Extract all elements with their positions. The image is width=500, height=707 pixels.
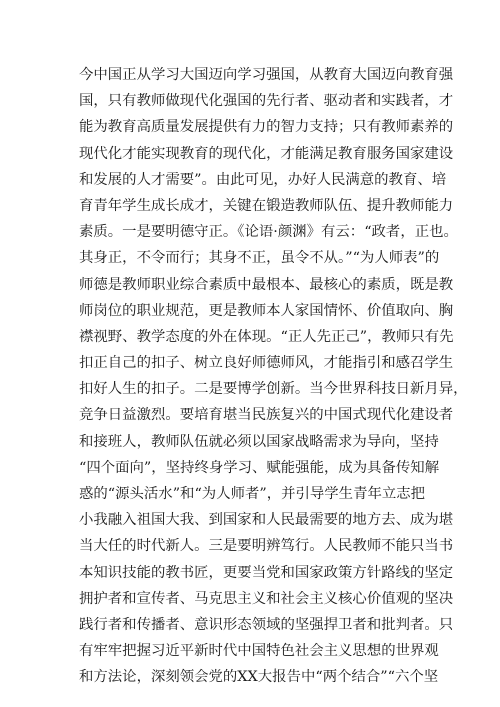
- text-line: 有牢牢把握习近平新时代中国特色社会主义思想的世界观: [79, 643, 439, 660]
- text-line: 践行者和传播者、意识形态领域的坚强捍卫者和批判者。只: [79, 616, 454, 633]
- text-line: 能为教育高质量发展提供有力的智力支持；只有教师素养的: [79, 119, 454, 136]
- text-line: 襟视野、教学态度的外在体现。“正人先正己”，教师只有先: [79, 328, 454, 345]
- text-line: 扣好人生的扣子。二是要博学创新。当今世界科技日新月异，: [79, 381, 468, 398]
- text-line: 惑的“源头活水”和“为人师者”，并引导学生青年立志把: [79, 486, 426, 502]
- text-line: 国，只有教师做现代化强国的先行者、驱动者和实践者，才: [79, 93, 454, 110]
- text-line: 和接班人，教师队伍就必须以国家战略需求为导向，坚持: [79, 433, 439, 450]
- text-line: 扣正自己的扣子、树立良好师德师风，才能指引和感召学生: [79, 355, 454, 372]
- text-line: 拥护者和宣传者、马克思主义和社会主义核心价值观的坚决: [79, 590, 454, 607]
- text-line: “四个面向”，坚持终身学习、赋能强能，成为具备传知解: [79, 459, 440, 476]
- text-line: 今中国正从学习大国迈向学习强国，从教育大国迈向教育强: [79, 67, 454, 83]
- text-line: 小我融入祖国大我、到国家和人民最需要的地方去、成为堪: [79, 512, 454, 529]
- text-line: 竞争日益激烈。要培育堪当民族复兴的中国式现代化建设者: [79, 407, 454, 424]
- text-line: 和发展的人才需要”。由此可见，办好人民满意的教育、培: [79, 171, 447, 188]
- text-line: 育青年学生成长成才，关键在锻造教师队伍、提升教师能力: [79, 197, 454, 214]
- text-line: 其身正，不令而行；其身不正，虽令不从。”“为人师表”的: [79, 250, 440, 267]
- text-line: 师德是教师职业综合素质中最根本、最核心的素质，既是教: [79, 276, 454, 293]
- text-line: 师岗位的职业规范，更是教师本人家国情怀、价值取向、胸: [79, 302, 454, 319]
- text-line: 素质。一是要明德守正。《论语·颜渊》有云：“政者，正也。: [79, 224, 458, 241]
- text-line: 本知识技能的教书匠，更要当党和国家政策方针路线的坚定: [79, 564, 454, 581]
- text-line: 当大任的时代新人。三是要明辨笃行。人民教师不能只当书: [79, 538, 454, 555]
- text-line: 现代化才能实现教育的现代化，才能满足教育服务国家建设: [79, 145, 454, 162]
- text-line: 和方法论，深刻领会党的XX大报告中“两个结合”“六个坚: [79, 669, 439, 686]
- body-text: [79, 62, 468, 691]
